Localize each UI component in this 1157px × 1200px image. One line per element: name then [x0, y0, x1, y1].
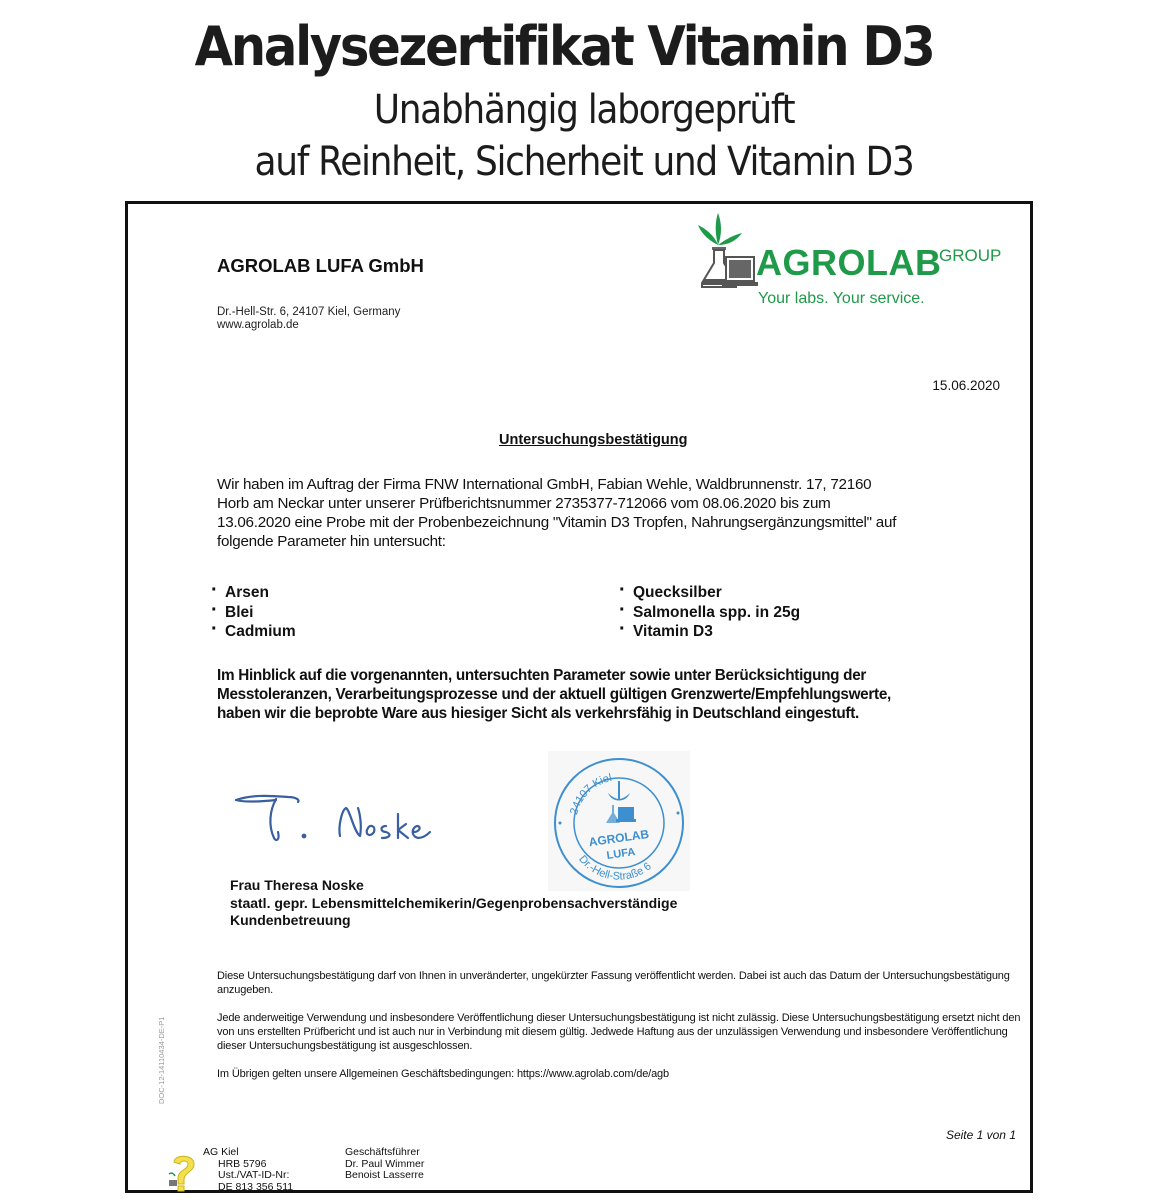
company-address: Dr.-Hell-Str. 6, 24107 Kiel, Germany: [217, 306, 401, 318]
intro-line: Wir haben im Auftrag der Firma FNW International GmbH, Fabian Wehle, Waldbrunnenstr. 17, 72160: [217, 476, 872, 493]
hero-subtitle-line1: Unabhängig laborgeprüft: [373, 87, 795, 133]
intro-line: folgende Parameter hin untersucht:: [217, 533, 446, 550]
stamp-seal-icon: [548, 751, 690, 891]
footer-management: [345, 1147, 424, 1182]
parameter-item: · Cadmium: [211, 622, 296, 642]
company-address-block: [217, 306, 400, 332]
conclusion-line: Im Hinblick auf die vorgenannten, untersuchten Parameter sowie unter Berücksichtigung der: [217, 667, 867, 684]
logo-wordmark: AGROLAB: [756, 242, 942, 283]
logo-group-label: GROUP: [939, 246, 1002, 265]
document-date: 15.06.2020: [932, 378, 1000, 393]
conclusion-paragraph: [217, 666, 1017, 723]
company-name: AGROLAB LUFA GmbH: [217, 255, 424, 276]
intro-line: 13.06.2020 eine Probe mit der Probenbezeichnung "Vitamin D3 Tropfen, Nahrungsergänzungsmittel" auf: [217, 514, 897, 531]
svg-text:Dr.-Hell-Straße 6: Dr.-Hell-Straße 6: [576, 853, 654, 883]
footer-manager: Dr. Paul Wimmer: [345, 1157, 425, 1170]
logo-tagline: Your labs. Your service.: [758, 290, 925, 307]
intro-paragraph: [217, 475, 1022, 551]
hero-subtitle-line2: auf Reinheit, Sicherheit und Vitamin D3: [254, 139, 914, 185]
hero-title: Analysezertifikat Vitamin D3: [194, 15, 934, 78]
disclaimer: [217, 969, 1027, 1095]
parameter-item: · Vitamin D3: [619, 622, 800, 642]
svg-text:AGROLAB: AGROLAB: [587, 826, 650, 850]
svg-text:LUFA: LUFA: [605, 846, 637, 862]
certificate-document: [125, 201, 1033, 1193]
footer-court: AG Kiel: [203, 1146, 239, 1158]
page-number: Seite 1 von 1: [945, 1128, 1016, 1142]
disclaimer-paragraph: Im Übrigen gelten unsere Allgemeinen Geschäftsbedingungen: https://www.agrolab.com/de/agb: [217, 1068, 669, 1080]
parameter-list-right: [619, 583, 800, 642]
footer-manager: Benoist Lasserre: [345, 1169, 424, 1181]
signer-title: staatl. gepr. Lebensmittelchemikerin/Gegenprobensachverständige: [230, 894, 678, 911]
footer-vat-label: Ust./VAT-ID-Nr:: [218, 1169, 290, 1181]
signer-name: Frau Theresa Noske: [230, 877, 364, 893]
parameter-list-left: [211, 583, 296, 642]
footer-hrb: HRB 5796: [218, 1157, 267, 1170]
footer-vat-number: DE 813 356 511: [218, 1180, 294, 1193]
intro-line: Horb am Neckar unter unserer Prüfberichtsnummer 2735377-712066 vom 08.06.2020 bis zum: [217, 495, 831, 512]
parameter-item: · Arsen: [211, 583, 296, 603]
footer-registration: [203, 1147, 293, 1193]
signer-block: [230, 877, 677, 930]
parameter-item: · Quecksilber: [619, 583, 800, 603]
svg-text:24107 Kiel: 24107 Kiel: [568, 771, 613, 816]
document-heading: Untersuchungsbestätigung: [499, 432, 688, 448]
certification-badge-icon: [166, 1152, 200, 1192]
conclusion-line: Messtoleranzen, Verarbeitungsprozesse und der aktuell gültigen Grenzwerte/Empfehlungswerte,: [217, 686, 891, 703]
parameter-item: · Salmonella spp. in 25g: [619, 603, 800, 623]
lab-stamp: [548, 751, 690, 891]
handwritten-signature-icon: [228, 780, 468, 850]
parameter-item: · Blei: [211, 603, 296, 623]
company-website: www.agrolab.de: [217, 319, 299, 331]
footer-management-label: Geschäftsführer: [345, 1146, 420, 1158]
disclaimer-paragraph: Diese Untersuchungsbestätigung darf von Ihnen in unveränderter, ungekürzter Fassung veröffentlicht werden. Dabei ist auch das Datum der Untersuchungsbestätigung anzugeben.: [217, 970, 1010, 996]
signer-department: Kundenbetreuung: [230, 912, 351, 928]
disclaimer-paragraph: Jede anderweitige Verwendung und insbesondere Veröffentlichung dieser Untersuchungsbestätigung ist nicht zulässig. Diese Untersuchungsbestätigung ersetzt nicht den von uns erstellten Prüfbericht und ist auch nur in Verbindung mit diesem gültig. Jedwede Haftung aus der unzulässigen Verwendung und insbesondere Veröffentlichung dieser Untersuchungsbestätigung ist ausgeschlossen.: [217, 1012, 1021, 1052]
document-code: DOC-12-14110434-DE-P1: [157, 1016, 166, 1104]
conclusion-line: haben wir die beprobte Ware aus hiesiger Sicht als verkehrsfähig in Deutschland eingestuft.: [217, 705, 859, 722]
